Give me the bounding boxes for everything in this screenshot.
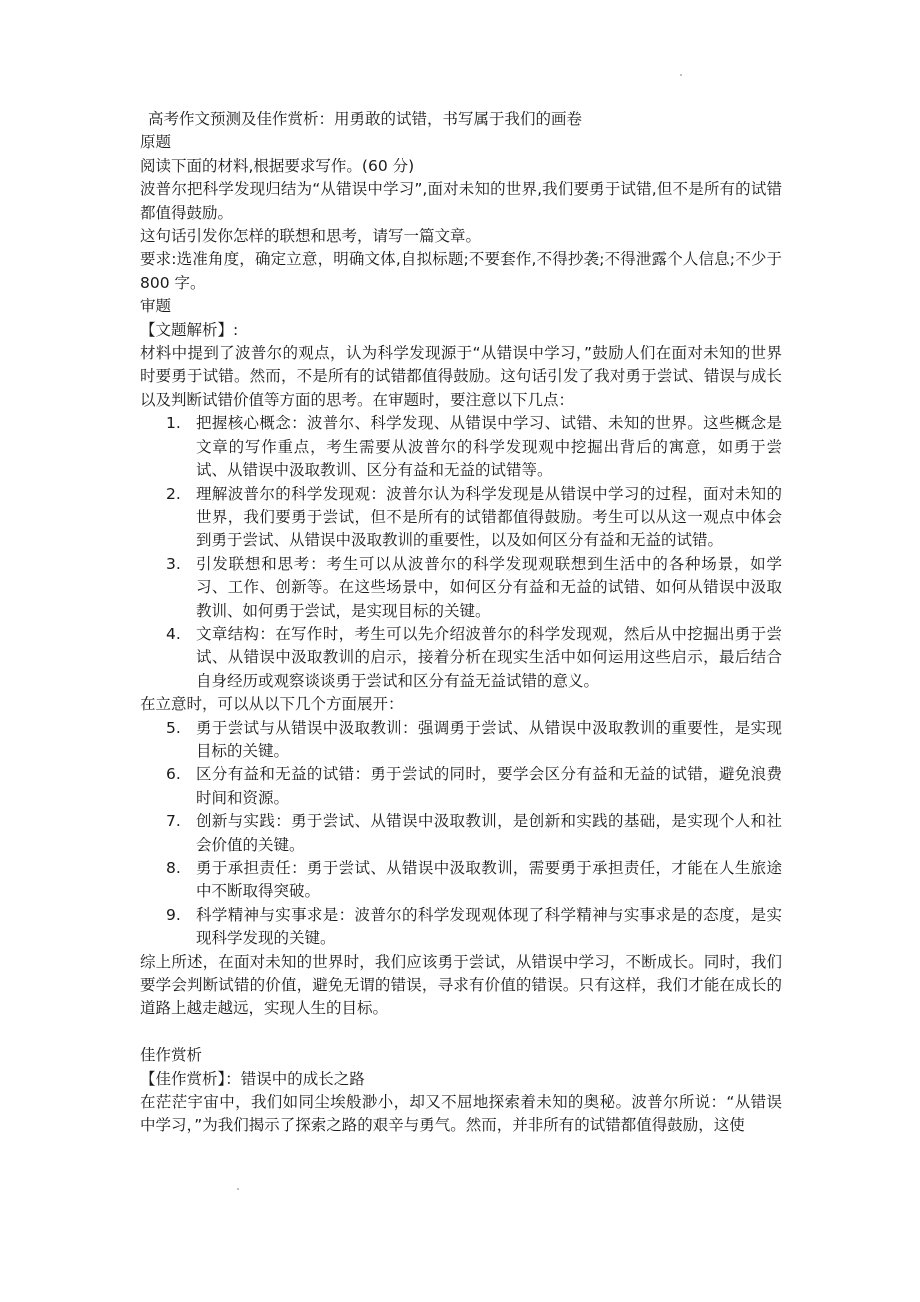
thesis-intro: 在立意时，可以从以下几个方面展开： <box>140 695 404 714</box>
list-text: 勇于尝试与从错误中汲取教训：强调勇于尝试、从错误中汲取教训的重要性，是实现目标的关键。 <box>196 718 782 760</box>
prompt-material: 波普尔把科学发现归结为“从错误中学习”,面对未知的世界,我们要勇于试错,但不是所有的试错都值得鼓励。 <box>140 180 782 222</box>
blank-line <box>140 1021 782 1044</box>
document-page <box>140 108 782 1138</box>
list-text: 文章结构：在写作时，考生可以先介绍波普尔的科学发现观，然后从中挖掘出勇于尝试、从错误中汲取教训的启示，接着分析在现实生活中如何运用这些启示，最后结合自身经历或观察谈谈勇于尝试和区分有益无益试错的意义。 <box>196 624 782 690</box>
essay-paragraph: 在茫茫宇宙中，我们如同尘埃般渺小，却又不屈地探索着未知的奥秘。波普尔所说：“从错误中学习，”为我们揭示了探索之路的艰辛与勇气。然而，并非所有的试错都值得鼓励，这使 <box>140 1093 782 1135</box>
list-number: 4. <box>166 624 181 643</box>
list-text: 把握核心概念：波普尔、科学发现、从错误中学习、试错、未知的世界。这些概念是文章的写作重点，考生需要从波普尔的科学发现观中挖掘出背后的寓意，如勇于尝试、从错误中汲取教训、区分有益和无益的试错等。 <box>196 414 782 480</box>
list-number: 6. <box>166 765 181 784</box>
list-text: 创新与实践：勇于尝试、从错误中汲取教训，是创新和实践的基础，是实现个人和社会价值的关键。 <box>196 812 782 854</box>
conclusion-paragraph: 综上所述，在面对未知的世界时，我们应该勇于尝试，从错误中学习，不断成长。同时，我们要学会判断试错的价值，避免无谓的错误，寻求有价值的错误。只有这样，我们才能在成长的道路上越走越远，实现人生的目标。 <box>140 952 782 1018</box>
list-number: 2. <box>166 484 181 503</box>
list-item <box>140 904 782 951</box>
list-text: 引发联想和思考：考生可以从波普尔的科学发现观联想到生活中的各种场景，如学习、工作、创新等。在这些场景中，如何区分有益和无益的试错、如何从错误中汲取教训、如何勇于尝试，是实现目标的关键。 <box>196 554 782 620</box>
prompt-intro: 阅读下面的材料,根据要求写作。(60 分) <box>140 156 415 175</box>
thesis-points-list <box>140 717 782 951</box>
prompt-question: 这句话引发你怎样的联想和思考，请写一篇文章。 <box>140 227 482 246</box>
page-mark-top <box>680 74 682 76</box>
list-number: 9. <box>166 905 181 924</box>
list-item <box>140 553 782 623</box>
section-essay-heading: 佳作赏析 <box>140 1046 203 1065</box>
list-text: 理解波普尔的科学发现观：波普尔认为科学发现是从错误中学习的过程，面对未知的世界，我们要勇于尝试，但不是所有的试错都值得鼓励。考生可以从这一观点中体会到勇于尝试、从错误中汲取教训的重要性，以及如何区分有益和无益的试错。 <box>196 484 782 550</box>
section-review-heading: 审题 <box>140 297 172 316</box>
list-item <box>140 412 782 482</box>
analysis-intro: 材料中提到了波普尔的观点，认为科学发现源于“从错误中学习，”鼓励人们在面对未知的世界时要勇于试错。然而，不是所有的试错都值得鼓励。这句话引发了我对勇于尝试、错误与成长以及判断试错价值等方面的思考。在审题时，要注意以下几点： <box>140 344 782 409</box>
list-text: 区分有益和无益的试错：勇于尝试的同时，要学会区分有益和无益的试错，避免浪费时间和资源。 <box>196 765 782 807</box>
list-number: 7. <box>166 812 181 831</box>
list-number: 8. <box>166 859 181 877</box>
section-original-heading: 原题 <box>140 133 172 152</box>
list-text: 科学精神与实事求是：波普尔的科学发现观体现了科学精神与实事求是的态度，是实现科学发现的关键。 <box>196 905 782 948</box>
analysis-points-list <box>140 412 782 693</box>
page-mark-bottom <box>237 1188 239 1190</box>
list-text: 勇于承担责任：勇于尝试、从错误中汲取教训，需要勇于承担责任，才能在人生旅途中不断取得突破。 <box>196 859 782 901</box>
list-number: 5. <box>166 718 181 737</box>
analysis-heading: 【文题解析】: <box>140 320 239 339</box>
list-item <box>140 810 782 857</box>
list-number: 3. <box>166 554 181 573</box>
list-item <box>140 857 782 904</box>
prompt-requirements: 要求:选准角度，确定立意，明确文体,自拟标题;不要套作,不得抄袭;不得泄露个人信息;不少于 800 字。 <box>140 250 782 292</box>
list-item <box>140 763 782 810</box>
list-item <box>140 717 782 764</box>
document-title: 高考作文预测及佳作赏析：用勇敢的试错，书写属于我们的画卷 <box>148 110 583 128</box>
essay-heading: 【佳作赏析】：错误中的成长之路 <box>140 1069 365 1088</box>
list-number: 1. <box>166 414 181 433</box>
list-item <box>140 483 782 553</box>
list-item <box>140 623 782 693</box>
